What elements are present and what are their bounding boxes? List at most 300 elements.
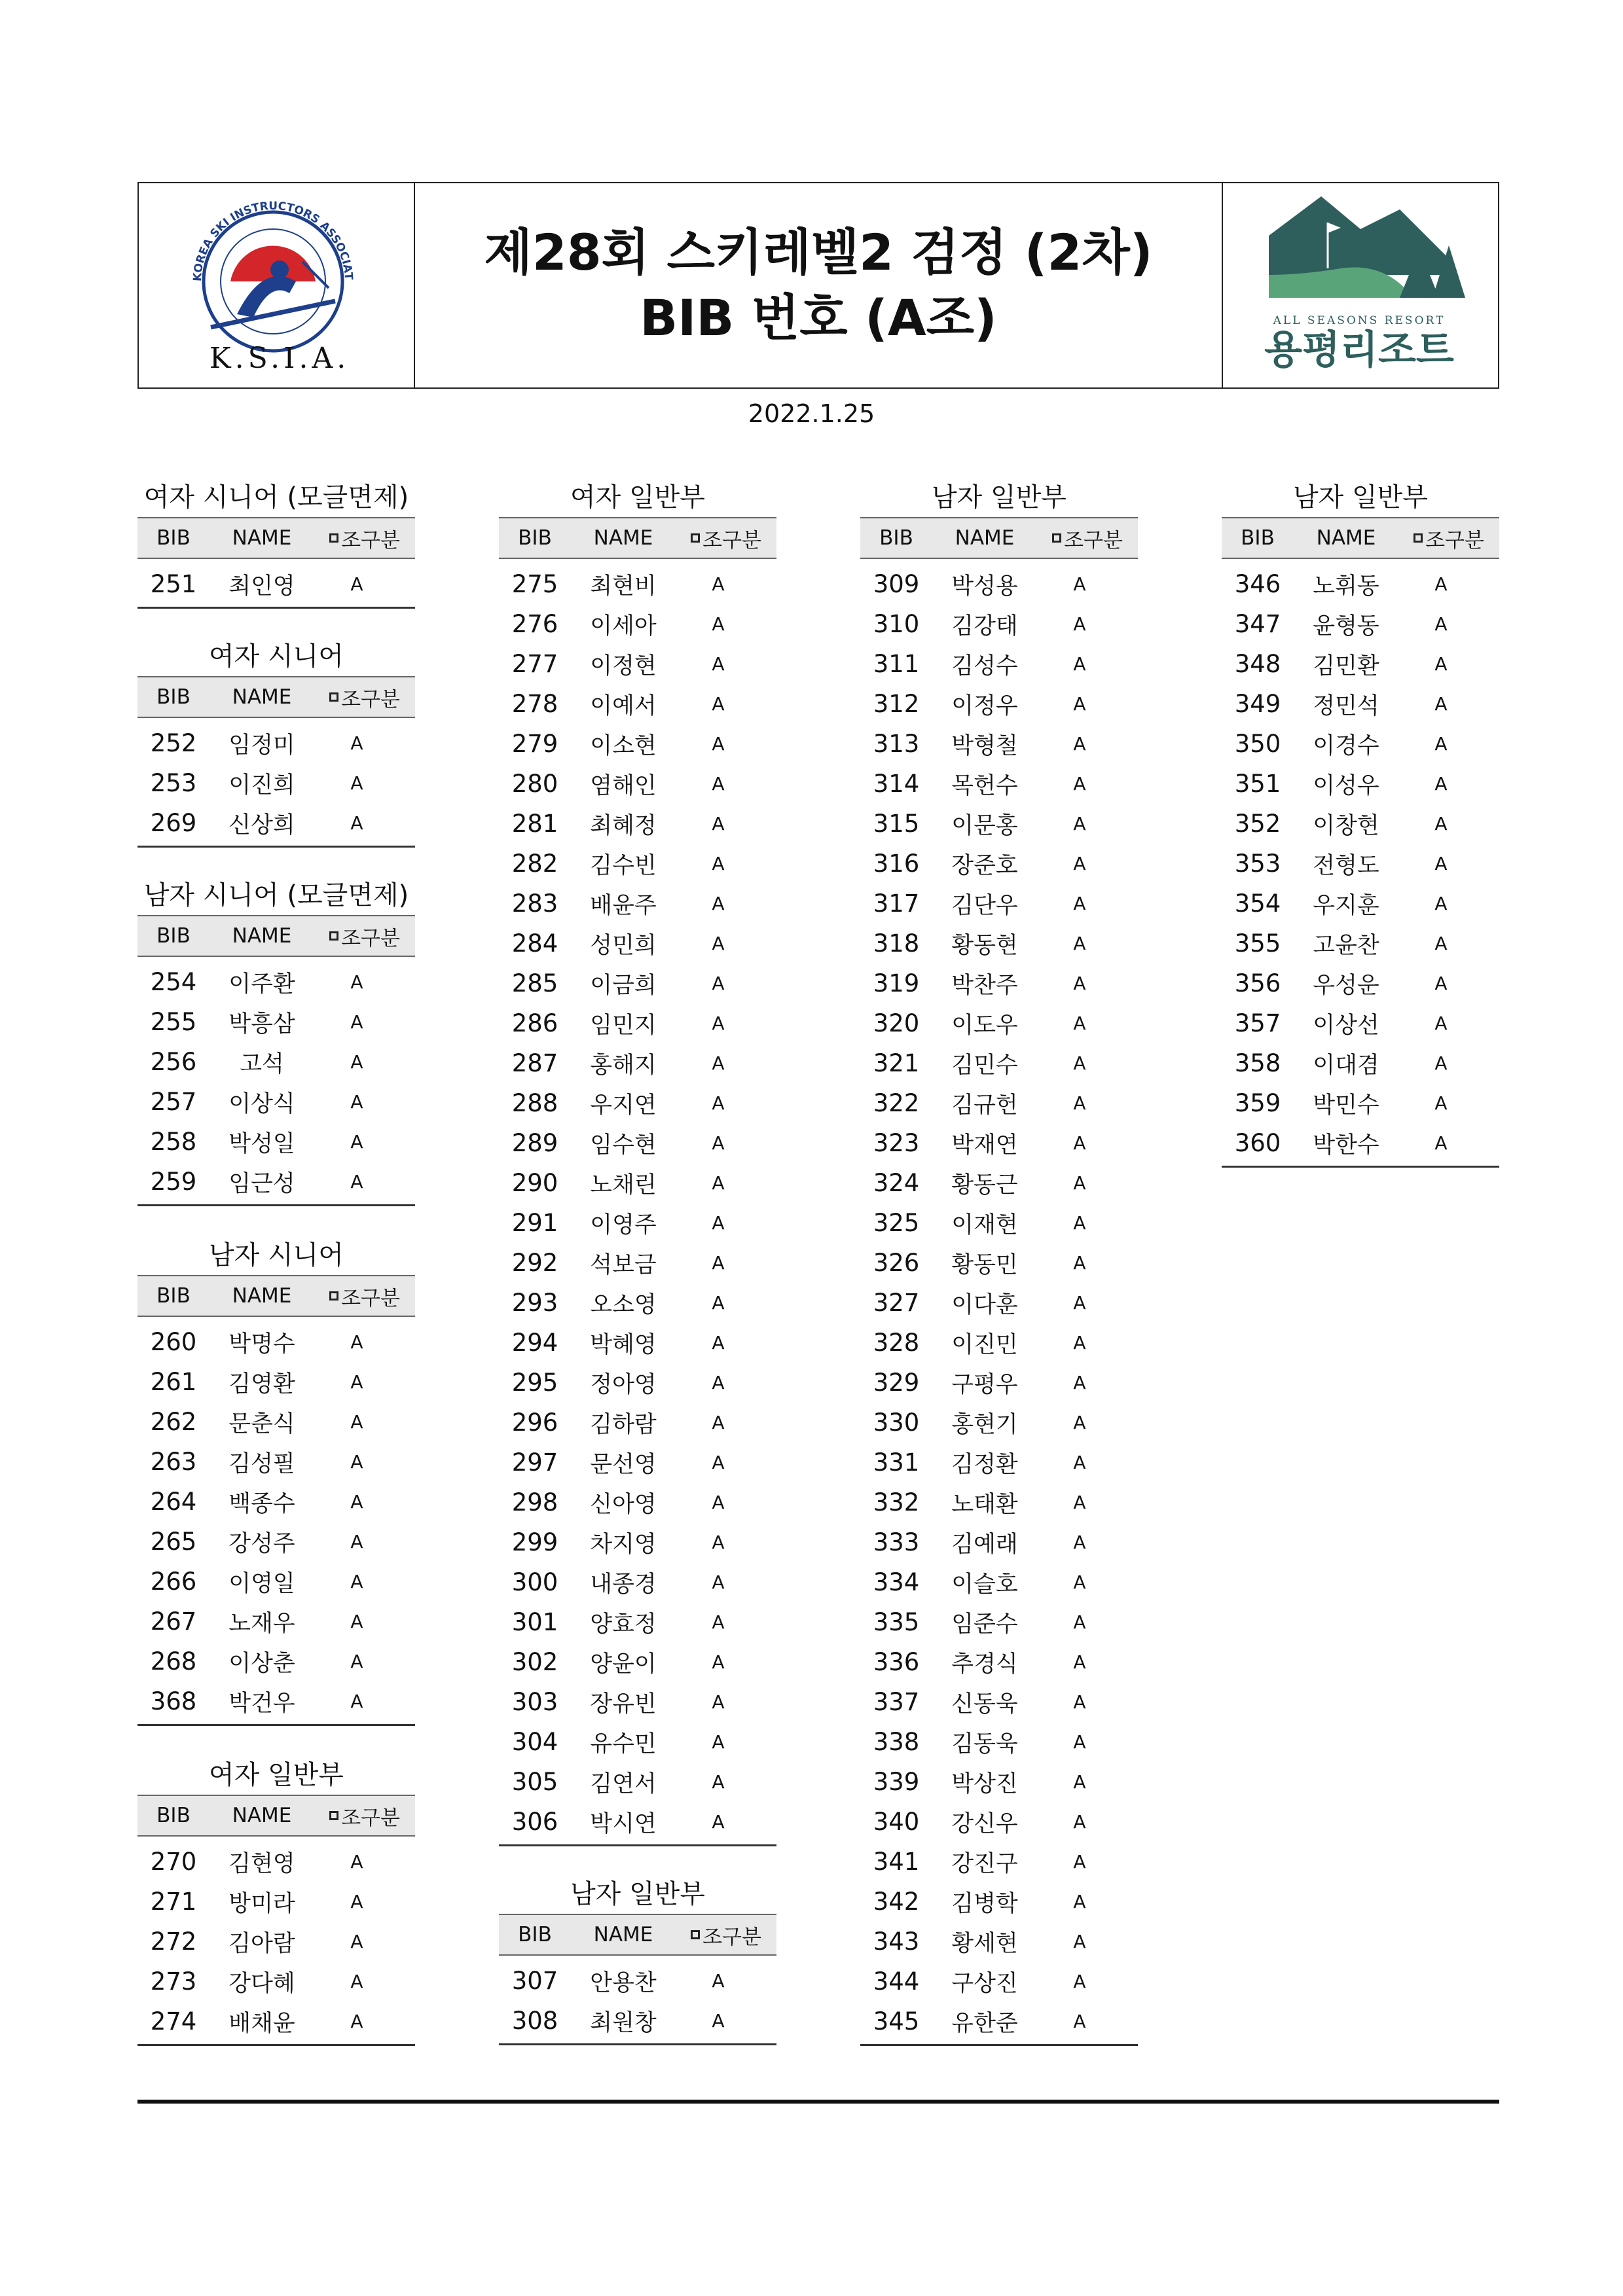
group-cell: A bbox=[712, 773, 725, 795]
bib-cell: 303 bbox=[511, 1688, 558, 1716]
section-men-general-a bbox=[499, 1874, 776, 2045]
name-cell: 배채윤 bbox=[228, 2010, 295, 2037]
col-group-label: 조구분 bbox=[1064, 528, 1123, 552]
group-cell: A bbox=[350, 1891, 363, 1912]
name-cell: 이다훈 bbox=[951, 1291, 1018, 1318]
col-bib-header: BIB bbox=[879, 526, 913, 550]
group-cell: A bbox=[712, 1252, 725, 1274]
name-cell: 임근성 bbox=[228, 1170, 295, 1197]
table-body bbox=[137, 1837, 415, 2046]
table-header bbox=[499, 517, 776, 559]
bib-cell: 337 bbox=[873, 1688, 920, 1716]
group-cell: A bbox=[350, 1091, 363, 1113]
col-group-header bbox=[314, 922, 415, 951]
section-women-general-a bbox=[137, 1755, 415, 2046]
name-cell: 홍해지 bbox=[590, 1052, 657, 1079]
bib-cell: 251 bbox=[150, 570, 197, 598]
name-cell: 백종수 bbox=[228, 1490, 295, 1517]
group-cell: A bbox=[1434, 573, 1448, 595]
ksia-ring-text: KOREA SKI INSTRUCTORS ASSOCIAT bbox=[191, 199, 356, 282]
name-cell: 전형도 bbox=[1313, 852, 1379, 879]
section-men-general-b bbox=[860, 478, 1138, 2046]
group-cell: A bbox=[1073, 1013, 1086, 1034]
group-cell: A bbox=[1434, 773, 1448, 795]
group-cell: A bbox=[712, 1811, 725, 1833]
group-cell: A bbox=[1434, 973, 1448, 994]
name-cell: 신동욱 bbox=[951, 1691, 1018, 1717]
table-row bbox=[499, 604, 776, 644]
name-cell: 김병학 bbox=[951, 1890, 1018, 1917]
table-body bbox=[137, 559, 415, 609]
table-row bbox=[860, 1043, 1138, 1083]
group-cell: A bbox=[1434, 1092, 1448, 1114]
section-women-senior bbox=[137, 637, 415, 848]
filter-square-icon bbox=[329, 1291, 338, 1300]
name-cell: 김단우 bbox=[951, 892, 1018, 919]
table-row bbox=[860, 1562, 1138, 1602]
group-cell: A bbox=[350, 1611, 363, 1632]
group-cell: A bbox=[1073, 1492, 1086, 1513]
table-row bbox=[1222, 604, 1499, 644]
table-row bbox=[1222, 764, 1499, 804]
document-header bbox=[137, 182, 1499, 389]
bib-cell: 268 bbox=[150, 1647, 197, 1676]
name-cell: 박혜영 bbox=[590, 1331, 657, 1358]
name-cell: 이진민 bbox=[951, 1331, 1018, 1358]
bib-cell: 334 bbox=[873, 1568, 920, 1596]
table-row bbox=[137, 1562, 415, 1602]
table-row bbox=[499, 1283, 776, 1323]
filter-square-icon bbox=[329, 931, 338, 941]
bib-cell: 360 bbox=[1234, 1129, 1281, 1157]
table-row bbox=[1222, 844, 1499, 884]
col-name-header: NAME bbox=[232, 1804, 292, 1827]
filter-square-icon bbox=[329, 692, 338, 702]
resort-tagline: ALL SEASONS RESORT bbox=[1273, 314, 1446, 327]
group-cell: A bbox=[1434, 653, 1448, 675]
table-row bbox=[860, 1962, 1138, 2001]
bib-cell: 347 bbox=[1234, 610, 1281, 638]
bib-cell: 309 bbox=[873, 570, 920, 598]
table-row bbox=[1222, 1083, 1499, 1123]
group-cell: A bbox=[1073, 653, 1086, 675]
group-cell: A bbox=[350, 1331, 363, 1353]
name-cell: 이영주 bbox=[590, 1211, 657, 1238]
bib-cell: 316 bbox=[873, 850, 920, 878]
bib-cell: 329 bbox=[873, 1369, 920, 1397]
table-row bbox=[499, 1323, 776, 1363]
group-cell: A bbox=[712, 1452, 725, 1473]
col-bib-header: BIB bbox=[518, 1923, 552, 1946]
bib-cell: 286 bbox=[511, 1009, 558, 1037]
group-cell: A bbox=[712, 653, 725, 675]
name-cell: 고석 bbox=[240, 1050, 284, 1077]
table-row bbox=[860, 924, 1138, 963]
bib-cell: 274 bbox=[150, 2007, 197, 2036]
table-row bbox=[137, 564, 415, 604]
group-cell: A bbox=[1073, 573, 1086, 595]
table-row bbox=[499, 1003, 776, 1043]
bib-cell: 315 bbox=[873, 810, 920, 838]
bottom-rule bbox=[137, 2100, 1499, 2104]
table-row bbox=[860, 884, 1138, 924]
table-row bbox=[860, 1403, 1138, 1443]
bib-cell: 261 bbox=[150, 1368, 197, 1396]
name-cell: 황세현 bbox=[951, 1930, 1018, 1957]
col-bib-header: BIB bbox=[518, 526, 552, 550]
group-cell: A bbox=[350, 1971, 363, 1992]
table-row bbox=[499, 924, 776, 963]
name-cell: 우지연 bbox=[590, 1092, 657, 1119]
name-cell: 배윤주 bbox=[590, 892, 657, 919]
bib-cell: 301 bbox=[511, 1608, 558, 1636]
group-cell: A bbox=[712, 573, 725, 595]
group-cell: A bbox=[1073, 1052, 1086, 1074]
group-cell: A bbox=[1434, 733, 1448, 755]
name-cell: 김수빈 bbox=[590, 852, 657, 879]
group-cell: A bbox=[712, 1092, 725, 1114]
bib-cell: 332 bbox=[873, 1488, 920, 1516]
name-cell: 이상선 bbox=[1313, 1012, 1379, 1039]
table-row bbox=[1222, 1043, 1499, 1083]
table-row bbox=[137, 1482, 415, 1522]
table-row bbox=[860, 1083, 1138, 1123]
table-row bbox=[137, 962, 415, 1002]
bib-cell: 282 bbox=[511, 850, 558, 878]
filter-square-icon bbox=[329, 533, 338, 543]
name-cell: 노재우 bbox=[228, 1610, 295, 1637]
bib-cell: 307 bbox=[511, 1967, 558, 1995]
bib-cell: 300 bbox=[511, 1568, 558, 1596]
bib-cell: 355 bbox=[1234, 929, 1281, 958]
col-name-header: NAME bbox=[1316, 526, 1376, 550]
filter-square-icon bbox=[691, 533, 700, 543]
col-bib-header: BIB bbox=[156, 685, 191, 709]
name-cell: 이예서 bbox=[590, 692, 657, 719]
group-cell: A bbox=[1073, 1292, 1086, 1314]
group-cell: A bbox=[712, 813, 725, 834]
bib-cell: 353 bbox=[1234, 850, 1281, 878]
table-header bbox=[499, 1914, 776, 1956]
col-bib-header: BIB bbox=[1241, 526, 1275, 550]
name-cell: 성민희 bbox=[590, 932, 657, 959]
bib-cell: 252 bbox=[150, 729, 197, 757]
table-row bbox=[860, 644, 1138, 684]
name-cell: 장유빈 bbox=[590, 1691, 657, 1717]
name-cell: 문춘식 bbox=[228, 1410, 295, 1437]
bib-cell: 328 bbox=[873, 1329, 920, 1357]
bib-cell: 345 bbox=[873, 2007, 920, 2036]
col-bib-header: BIB bbox=[156, 1284, 191, 1308]
table-row bbox=[499, 724, 776, 764]
name-cell: 김동욱 bbox=[951, 1731, 1018, 1757]
name-cell: 안용찬 bbox=[590, 1969, 657, 1996]
bib-cell: 287 bbox=[511, 1049, 558, 1077]
bib-cell: 258 bbox=[150, 1128, 197, 1156]
name-cell: 임민지 bbox=[590, 1012, 657, 1039]
col-group-label: 조구분 bbox=[341, 926, 400, 950]
name-cell: 추경식 bbox=[951, 1651, 1018, 1677]
table-row bbox=[860, 1363, 1138, 1403]
bib-cell: 310 bbox=[873, 610, 920, 638]
group-cell: A bbox=[1073, 1372, 1086, 1393]
name-cell: 이진희 bbox=[228, 772, 295, 798]
bib-cell: 320 bbox=[873, 1009, 920, 1037]
table-row bbox=[137, 1842, 415, 1882]
group-cell: A bbox=[1073, 1811, 1086, 1833]
col-name-header: NAME bbox=[232, 1284, 292, 1308]
bib-cell: 292 bbox=[511, 1249, 558, 1277]
col-group-label: 조구분 bbox=[341, 528, 400, 552]
name-cell: 김성수 bbox=[951, 653, 1018, 679]
table-row bbox=[499, 963, 776, 1003]
col-group-header bbox=[314, 683, 415, 712]
table-row bbox=[860, 2001, 1138, 2041]
table-row bbox=[1222, 963, 1499, 1003]
col-name-header: NAME bbox=[593, 1923, 653, 1946]
name-cell: 이영일 bbox=[228, 1570, 295, 1597]
table-row bbox=[1222, 924, 1499, 963]
col-group-header bbox=[676, 1920, 776, 1950]
group-cell: A bbox=[1073, 1611, 1086, 1633]
group-cell: A bbox=[712, 733, 725, 755]
group-cell: A bbox=[1073, 1132, 1086, 1154]
name-cell: 우성운 bbox=[1313, 972, 1379, 999]
group-cell: A bbox=[1073, 1571, 1086, 1593]
name-cell: 차지영 bbox=[590, 1531, 657, 1558]
name-cell: 김성필 bbox=[228, 1450, 295, 1477]
group-cell: A bbox=[1073, 1851, 1086, 1873]
name-cell: 홍현기 bbox=[951, 1411, 1018, 1438]
bib-cell: 271 bbox=[150, 1888, 197, 1916]
bib-cell: 352 bbox=[1234, 810, 1281, 838]
name-cell: 김정환 bbox=[951, 1451, 1018, 1478]
name-cell: 방미라 bbox=[228, 1890, 295, 1917]
name-cell: 이상춘 bbox=[228, 1650, 295, 1677]
section-men-senior bbox=[137, 1236, 415, 1726]
col-group-label: 조구분 bbox=[341, 1286, 400, 1310]
bib-cell: 358 bbox=[1234, 1049, 1281, 1077]
bib-cell: 257 bbox=[150, 1088, 197, 1116]
section-title: 여자 일반부 bbox=[570, 482, 705, 512]
table-row bbox=[860, 1802, 1138, 1842]
bib-cell: 281 bbox=[511, 810, 558, 838]
name-cell: 김예래 bbox=[951, 1531, 1018, 1558]
table-row bbox=[137, 2001, 415, 2041]
name-cell: 우지훈 bbox=[1313, 892, 1379, 919]
group-cell: A bbox=[712, 1013, 725, 1034]
table-row bbox=[860, 604, 1138, 644]
group-cell: A bbox=[350, 971, 363, 993]
table-row bbox=[860, 844, 1138, 884]
name-cell: 박찬주 bbox=[951, 972, 1018, 999]
group-cell: A bbox=[350, 732, 363, 754]
table-header bbox=[137, 915, 415, 957]
col-group-header bbox=[314, 1801, 415, 1831]
group-cell: A bbox=[712, 1372, 725, 1393]
name-cell: 박재연 bbox=[951, 1132, 1018, 1158]
table-row bbox=[137, 1362, 415, 1402]
group-cell: A bbox=[1073, 1332, 1086, 1354]
table-row bbox=[860, 804, 1138, 844]
bib-cell: 317 bbox=[873, 889, 920, 918]
bib-cell: 314 bbox=[873, 770, 920, 798]
name-cell: 김규헌 bbox=[951, 1092, 1018, 1119]
table-body bbox=[137, 957, 415, 1206]
table-row bbox=[860, 1163, 1138, 1203]
group-cell: A bbox=[712, 1771, 725, 1793]
bib-cell: 262 bbox=[150, 1408, 197, 1436]
name-cell: 이세아 bbox=[590, 613, 657, 639]
table-row bbox=[499, 644, 776, 684]
name-cell: 황동근 bbox=[951, 1172, 1018, 1198]
col-name-header: NAME bbox=[593, 526, 653, 550]
bib-cell: 325 bbox=[873, 1209, 920, 1237]
section-title: 여자 일반부 bbox=[209, 1760, 344, 1790]
table-row bbox=[860, 963, 1138, 1003]
col-group-header bbox=[1398, 524, 1499, 553]
bib-cell: 254 bbox=[150, 968, 197, 996]
name-cell: 박흥삼 bbox=[228, 1011, 295, 1037]
name-cell: 김현영 bbox=[228, 1850, 295, 1877]
bib-cell: 280 bbox=[511, 770, 558, 798]
table-row bbox=[137, 1122, 415, 1162]
bib-cell: 349 bbox=[1234, 690, 1281, 718]
table-row bbox=[499, 1203, 776, 1243]
section-women-senior-mogul-exempt bbox=[137, 478, 415, 609]
section-men-general-c bbox=[1222, 478, 1499, 1168]
bib-cell: 330 bbox=[873, 1408, 920, 1437]
bib-cell: 272 bbox=[150, 1928, 197, 1956]
table-row bbox=[499, 1123, 776, 1163]
name-cell: 김아람 bbox=[228, 1930, 295, 1957]
group-cell: A bbox=[350, 2011, 363, 2032]
name-cell: 염해인 bbox=[590, 772, 657, 799]
name-cell: 장준호 bbox=[951, 852, 1018, 879]
group-cell: A bbox=[1073, 2011, 1086, 2032]
name-cell: 정민석 bbox=[1313, 692, 1379, 719]
bib-cell: 278 bbox=[511, 690, 558, 718]
bib-cell: 357 bbox=[1234, 1009, 1281, 1037]
group-cell: A bbox=[1073, 613, 1086, 635]
name-cell: 강성주 bbox=[228, 1530, 295, 1557]
bib-cell: 264 bbox=[150, 1488, 197, 1516]
table-row bbox=[1222, 644, 1499, 684]
bib-cell: 326 bbox=[873, 1249, 920, 1277]
bib-cell: 333 bbox=[873, 1528, 920, 1556]
name-cell: 이소현 bbox=[590, 732, 657, 759]
table-header bbox=[860, 517, 1138, 559]
name-cell: 오소영 bbox=[590, 1291, 657, 1318]
bib-cell: 350 bbox=[1234, 730, 1281, 758]
name-cell: 이창현 bbox=[1313, 812, 1379, 839]
group-cell: A bbox=[712, 853, 725, 874]
name-cell: 목헌수 bbox=[951, 772, 1018, 799]
name-cell: 유수민 bbox=[590, 1731, 657, 1757]
table-row bbox=[137, 1681, 415, 1721]
bib-cell: 339 bbox=[873, 1768, 920, 1796]
col-group-label: 조구분 bbox=[702, 528, 761, 552]
group-cell: A bbox=[1073, 1532, 1086, 1553]
name-cell: 이주환 bbox=[228, 971, 295, 997]
name-cell: 이도우 bbox=[951, 1012, 1018, 1039]
group-cell: A bbox=[350, 1571, 363, 1592]
table-row bbox=[860, 724, 1138, 764]
table-row bbox=[499, 1602, 776, 1642]
table-header bbox=[137, 1795, 415, 1837]
bib-cell: 298 bbox=[511, 1488, 558, 1516]
bib-cell: 308 bbox=[511, 2007, 558, 2035]
table-row bbox=[1222, 564, 1499, 604]
bib-cell: 289 bbox=[511, 1129, 558, 1157]
title-block bbox=[415, 183, 1222, 387]
table-row bbox=[1222, 1123, 1499, 1163]
bib-cell: 319 bbox=[873, 969, 920, 997]
table-row bbox=[860, 1762, 1138, 1802]
group-cell: A bbox=[350, 1371, 363, 1393]
name-cell: 이성우 bbox=[1313, 772, 1379, 799]
table-row bbox=[860, 1203, 1138, 1243]
name-cell: 김강태 bbox=[951, 613, 1018, 639]
name-cell: 강신우 bbox=[951, 1810, 1018, 1837]
bib-cell: 277 bbox=[511, 650, 558, 678]
table-row bbox=[137, 723, 415, 763]
bib-cell: 267 bbox=[150, 1607, 197, 1636]
group-cell: A bbox=[350, 1451, 363, 1473]
name-cell: 강다혜 bbox=[228, 1970, 295, 1997]
name-cell: 강진구 bbox=[951, 1850, 1018, 1877]
table-body bbox=[137, 1317, 415, 1726]
bib-cell: 354 bbox=[1234, 889, 1281, 918]
group-cell: A bbox=[712, 693, 725, 715]
table-row bbox=[1222, 804, 1499, 844]
table-header bbox=[137, 1275, 415, 1317]
group-cell: A bbox=[712, 1492, 725, 1513]
group-cell: A bbox=[1073, 733, 1086, 755]
group-cell: A bbox=[712, 1532, 725, 1553]
table-body bbox=[499, 1956, 776, 2045]
table-body bbox=[499, 559, 776, 1846]
bib-cell: 331 bbox=[873, 1448, 920, 1477]
group-cell: A bbox=[712, 1412, 725, 1433]
name-cell: 이경수 bbox=[1313, 732, 1379, 759]
group-cell: A bbox=[1073, 1651, 1086, 1673]
bib-cell: 284 bbox=[511, 929, 558, 958]
col-group-header bbox=[314, 1282, 415, 1311]
col-bib-header: BIB bbox=[156, 1804, 191, 1827]
col-name-header: NAME bbox=[955, 526, 1015, 550]
name-cell: 박상진 bbox=[951, 1770, 1018, 1797]
table-row bbox=[860, 1642, 1138, 1682]
group-cell: A bbox=[1073, 1092, 1086, 1114]
group-cell: A bbox=[712, 1731, 725, 1753]
table-row bbox=[860, 1323, 1138, 1363]
page-title: 제28회 스키레벨2 검정 (2차) bbox=[484, 223, 1153, 281]
bib-cell: 275 bbox=[511, 570, 558, 598]
group-cell: A bbox=[350, 573, 363, 595]
table-row bbox=[499, 2001, 776, 2041]
table-row bbox=[499, 1762, 776, 1802]
group-cell: A bbox=[1073, 1212, 1086, 1234]
group-cell: A bbox=[1434, 1013, 1448, 1034]
col-name-header: NAME bbox=[232, 685, 292, 709]
table-row bbox=[499, 1363, 776, 1403]
table-row bbox=[137, 1042, 415, 1082]
group-cell: A bbox=[1434, 613, 1448, 635]
bib-cell: 294 bbox=[511, 1329, 558, 1357]
name-cell: 임수현 bbox=[590, 1132, 657, 1158]
name-cell: 노태환 bbox=[951, 1491, 1018, 1518]
